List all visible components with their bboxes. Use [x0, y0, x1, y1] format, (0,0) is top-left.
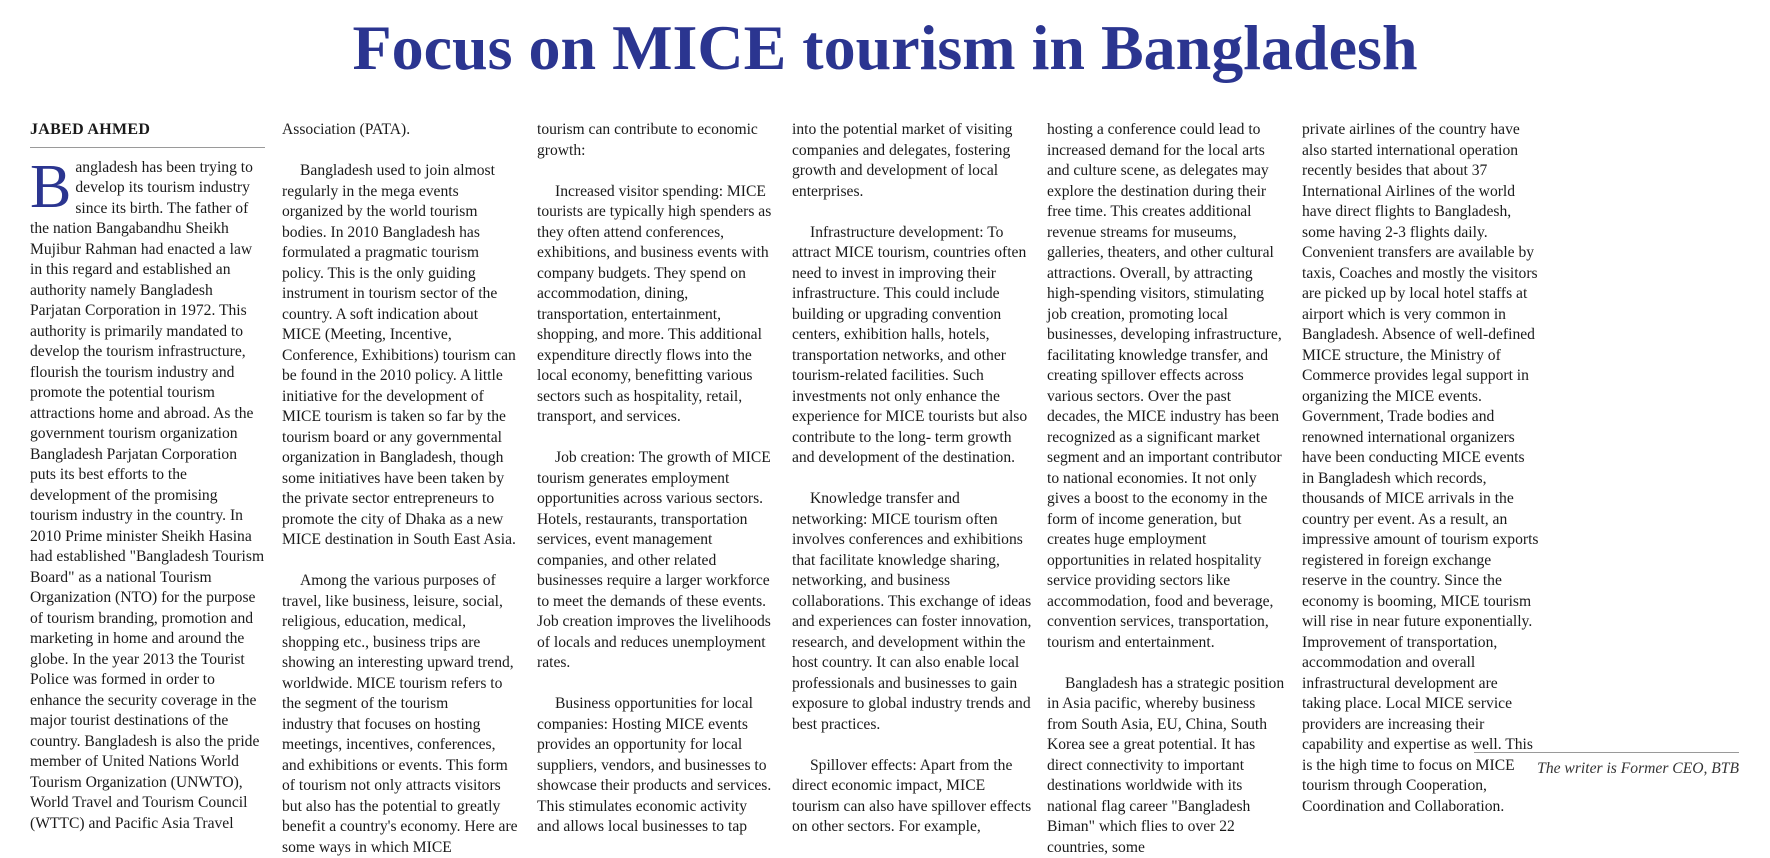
paragraph: Job creation: The growth of MICE tourism generates employment opportunities across various sectors. Hotels, restaurants, transportation services, event management companies, and other related businesses require a larger workforce to meet the demands of these events. Job creation improves the livelihoods of locals and reduces unemployment rates. — [537, 448, 773, 674]
paragraph: Increased visitor spending: MICE tourists are typically high spenders as they often attend conferences, exhibitions, and business events with company budgets. They spend on accommodation, dining, transportation, entertainment, shopping, and more. This additional expenditure directly flows into the local economy, benefitting various sectors such as hospitality, retail, transport, and services. — [537, 182, 773, 428]
article-column-1 — [30, 120, 265, 834]
article-column-5 — [1047, 120, 1287, 858]
paragraph: Among the various purposes of travel, like business, leisure, social, religious, education, medical, shopping etc., business trips are showing an interesting upward trend, worldwide. MICE tourism refers to the segment of the tourism — [282, 571, 518, 715]
byline: JABED AHMED — [30, 120, 265, 148]
paragraph: Infrastructure development: To attract MICE tourism, countries often need to invest in improving their infrastructure. This could include building or upgrading convention centers, exhibition halls, hotels, transportation networks, and other tourism-related facilities. Such investments not only enhance the experience for MICE tourists but also contribute to the long- term growth and development of the destination. — [792, 223, 1032, 469]
paragraph: Knowledge transfer and networking: MICE tourism often involves conferences and exhibitions that facilitate knowledge sharing, networking, and business collaborations. This exchange of ideas and experiences can foster innovation, research, and development within the host country. It can also enable local professionals and businesses to gain exposure to global industry trends and best practices. — [792, 489, 1032, 735]
footer-divider — [1474, 752, 1739, 753]
dropcap: B — [30, 160, 71, 214]
article-column-6 — [1302, 120, 1540, 817]
article-column-4 — [792, 120, 1032, 838]
headline: Focus on MICE tourism in Bangladesh — [0, 8, 1770, 88]
paragraph — [30, 158, 265, 835]
article-column-2 — [282, 120, 518, 858]
paragraph: hosting a conference could lead to increased demand for the local arts and culture scene, as delegates may explore the destination during their free time. This creates additional revenue streams for museums, galleries, theaters, and other cultural attractions. Overall, by attracting high-spending visitors, stimulating job creation, promoting local businesses, developing infrastructure, facilitating knowledge transfer, and creating spillover effects across various sectors. Over the past decades, the MICE industry has been recognized as a significant market segment and an important contributor to national economies. It not only gives a boost to the economy in the form of income generation, but creates huge employment opportunities in related hospitality service providing sectors like accommodation, food and beverage, convention services, transportation, tourism and entertainment. — [1047, 120, 1287, 653]
paragraph: private airlines of the country have also started international operation recently besides that about 37 International Airlines of the world have direct flights to Bangladesh, some having 2-3 flights daily. Convenient transfers are available by taxis, Coaches and mostly the visitors are picked up by local hotel staffs at airport which is very common in Bangladesh. Absence of well-defined MICE structure, the Ministry of Commerce provides legal support in organizing the MICE events. Government, Trade bodies and renowned international organizers have been conducting MICE events in Bangladesh which records, thousands of MICE arrivals in the country per event. As a result, an impressive amount of tourism exports registered in foreign exchange reserve in the country. Since the economy is booming, MICE tourism will rise in near future exponentially. Improvement of transportation, accommodation and overall infrastructural development are taking place. Local MICE service providers are increasing their capability and expertise as well. This is the high time to focus on MICE tourism through Cooperation, Coordination and Collaboration. — [1302, 120, 1540, 817]
paragraph-text: angladesh has been trying to develop its tourism industry since its birth. The father of the nation Bangabandhu Sheikh Mujibur Rahman had enacted a law in this regard and established an authority namely Bangladesh Parjatan Corporation in 1972. This authority is primarily mandated to develop the tourism infrastructure, flourish the tourism industry and promote the potential tourism attractions home and abroad. As the government tourism organization Bangladesh Parjatan Corporation puts its best efforts to the development of the promising tourism industry in the country. In 2010 Prime minister Sheikh Hasina had established "Bangladesh Tourism Board" as a national Tourism Organization (NTO) for the purpose of tourism branding, promotion and marketing in home and around the globe. In the year 2013 the Tourist Police was formed in order to enhance the security coverage in the major tourist destinations of the country. Bangladesh is also the pride member of United Nations World Tourism Organization (UNWTO), World Travel and Tourism Council (WTTC) and Pacific Asia Travel — [30, 159, 264, 832]
article-column-3 — [537, 120, 773, 838]
paragraph: into the potential market of visiting companies and delegates, fostering growth and development of local enterprises. — [792, 120, 1032, 202]
paragraph: industry that focuses on hosting meetings, incentives, conferences, and exhibitions or events. This form of tourism not only attracts visitors but also has the potential to greatly benefit a country's economy. Here are some ways in which MICE — [282, 715, 518, 858]
author-credit: The writer is Former CEO, BTB — [1474, 760, 1739, 778]
paragraph: Spillover effects: Apart from the direct economic impact, MICE tourism can also have spillover effects on other sectors. For example, — [792, 756, 1032, 838]
paragraph: tourism can contribute to economic growth: — [537, 120, 773, 161]
paragraph: Association (PATA). — [282, 120, 518, 141]
paragraph: Business opportunities for local companies: Hosting MICE events provides an opportunity for local suppliers, vendors, and businesses to showcase their products and services. This stimulates economic activity and allows local businesses to tap — [537, 694, 773, 838]
paragraph: Bangladesh has a strategic position in Asia pacific, whereby business from South Asia, EU, China, South Korea see a great potential. It has direct connectivity to important destinations worldwide with its national flag career "Bangladesh Biman" which flies to over 22 countries, some — [1047, 674, 1287, 858]
paragraph: Bangladesh used to join almost regularly in the mega events organized by the world tourism bodies. In 2010 Bangladesh has formulated a pragmatic tourism policy. This is the only guiding instrument in tourism sector of the country. A soft indication about MICE (Meeting, Incentive, Conference, Exhibitions) tourism can be found in the 2010 policy. A little initiative for the development of MICE tourism is taken so far by the tourism board or any governmental organization in Bangladesh, though some initiatives have been taken by the private sector entrepreneurs to promote the city of Dhaka as a new MICE destination in South East Asia. — [282, 161, 518, 551]
